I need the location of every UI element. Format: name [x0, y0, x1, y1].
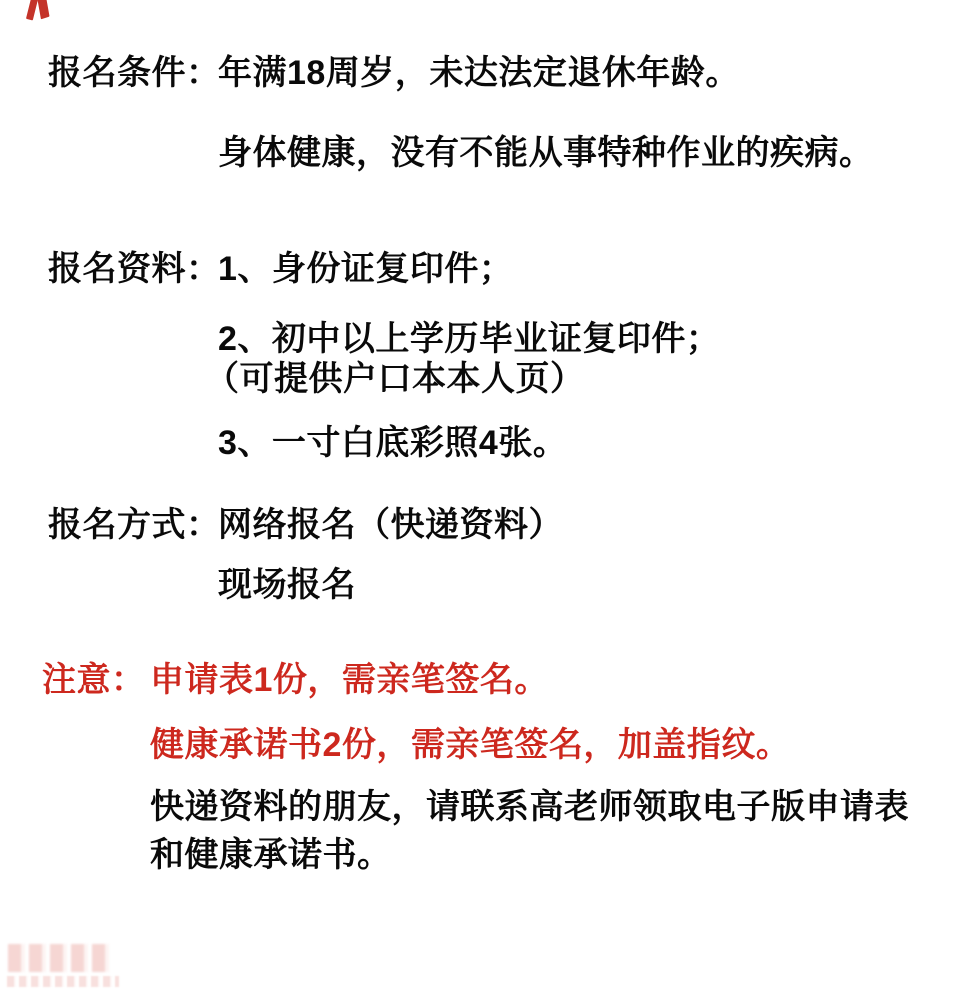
notice-red-line-1: 申请表1份，需亲笔签名。: [150, 661, 549, 699]
materials-label: 报名资料：: [48, 250, 221, 288]
conditions-line-2: 身体健康，没有不能从事特种作业的疾病。: [218, 134, 874, 172]
red-corner-stroke: [37, 0, 49, 19]
materials-item-3: 3、一寸白底彩照4张。: [218, 424, 568, 462]
red-corner-stroke: [26, 0, 39, 20]
materials-item-2-note: （可提供户口本本人页）: [205, 360, 585, 398]
notice-red-line-2: 健康承诺书2份，需亲笔签名，加盖指纹。: [150, 726, 791, 764]
materials-item-1: 1、身份证复印件；: [218, 250, 514, 288]
conditions-line-1: 年满18周岁，未达法定退休年龄。: [218, 54, 740, 92]
watermark: [6, 940, 136, 995]
notice-label: 注意：: [42, 661, 146, 699]
notice-black-line-2: 和健康承诺书。: [150, 836, 392, 874]
materials-item-2: 2、初中以上学历毕业证复印件；: [218, 320, 721, 358]
method-line-1: 网络报名（快递资料）: [218, 506, 563, 544]
watermark-text-row: [7, 976, 119, 987]
notice-black-line-1: 快递资料的朋友，请联系高老师领取电子版申请表: [150, 788, 909, 826]
conditions-label: 报名条件：: [48, 54, 221, 92]
red-corner-mark: [26, 0, 50, 26]
method-line-2: 现场报名: [218, 566, 356, 604]
watermark-logo-row: [8, 944, 110, 972]
method-label: 报名方式：: [48, 506, 221, 544]
